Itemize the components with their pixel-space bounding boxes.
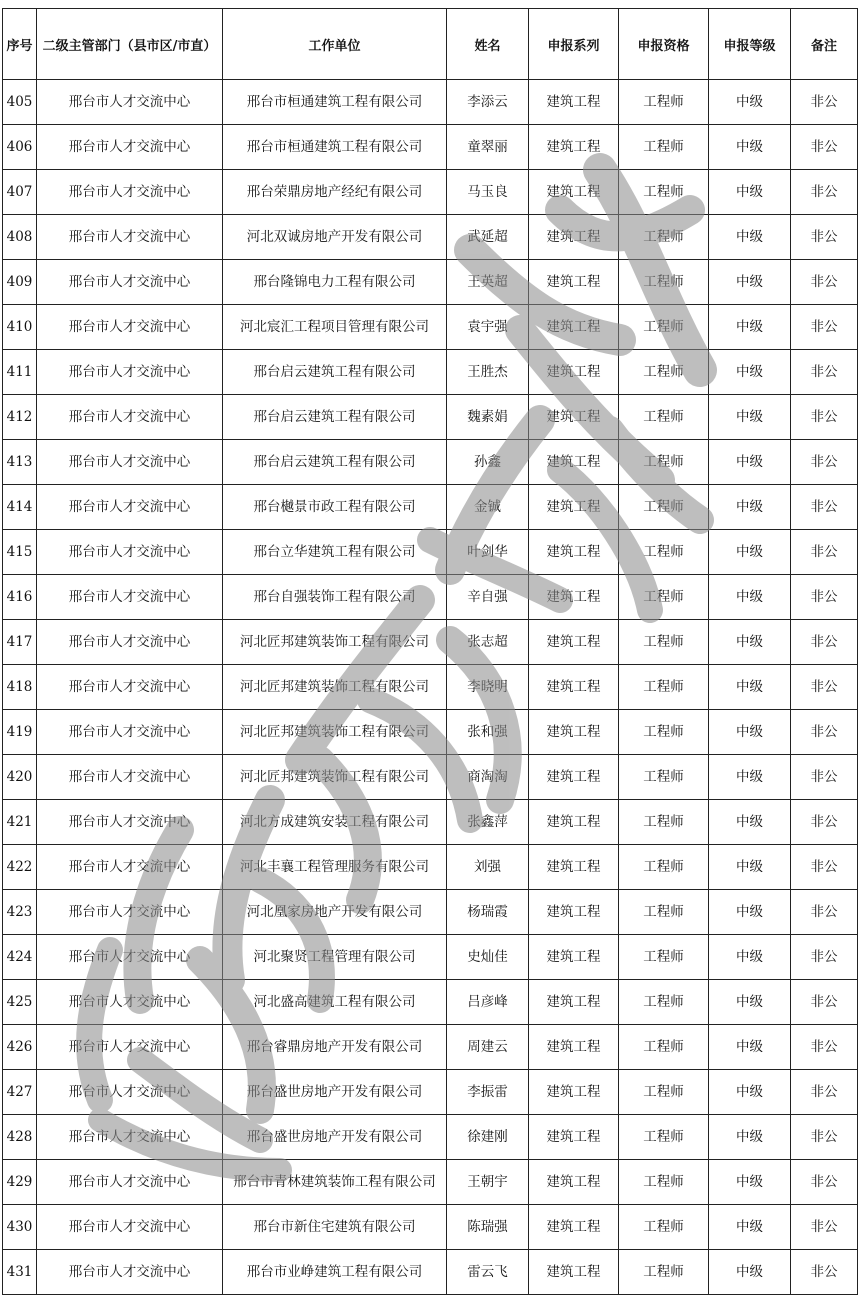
cell-employer: 河北盛高建筑工程有限公司 — [223, 980, 447, 1025]
cell-qualification: 工程师 — [619, 800, 709, 845]
cell-serial: 418 — [3, 665, 37, 710]
cell-series: 建筑工程 — [529, 1250, 619, 1295]
cell-qualification: 工程师 — [619, 935, 709, 980]
table-row — [3, 395, 858, 440]
cell-department: 邢台市人才交流中心 — [37, 215, 223, 260]
table-row — [3, 575, 858, 620]
cell-name: 杨瑞霞 — [447, 890, 529, 935]
cell-qualification: 工程师 — [619, 980, 709, 1025]
cell-department: 邢台市人才交流中心 — [37, 485, 223, 530]
cell-serial: 425 — [3, 980, 37, 1025]
cell-level: 中级 — [709, 755, 791, 800]
cell-remark: 非公 — [791, 1160, 858, 1205]
cell-qualification: 工程师 — [619, 575, 709, 620]
table-row — [3, 800, 858, 845]
cell-name: 张鑫萍 — [447, 800, 529, 845]
cell-remark: 非公 — [791, 530, 858, 575]
cell-name: 李添云 — [447, 80, 529, 125]
cell-series: 建筑工程 — [529, 620, 619, 665]
cell-level: 中级 — [709, 845, 791, 890]
cell-qualification: 工程师 — [619, 665, 709, 710]
cell-qualification: 工程师 — [619, 305, 709, 350]
cell-name: 陈瑞强 — [447, 1205, 529, 1250]
cell-employer: 邢台市青林建筑装饰工程有限公司 — [223, 1160, 447, 1205]
cell-serial: 430 — [3, 1205, 37, 1250]
cell-name: 辛自强 — [447, 575, 529, 620]
cell-employer: 邢台市业峥建筑工程有限公司 — [223, 1250, 447, 1295]
cell-level: 中级 — [709, 305, 791, 350]
cell-name: 王胜杰 — [447, 350, 529, 395]
cell-level: 中级 — [709, 260, 791, 305]
table-row — [3, 125, 858, 170]
table-row — [3, 755, 858, 800]
cell-series: 建筑工程 — [529, 755, 619, 800]
cell-serial: 409 — [3, 260, 37, 305]
cell-series: 建筑工程 — [529, 260, 619, 305]
cell-department: 邢台市人才交流中心 — [37, 125, 223, 170]
cell-series: 建筑工程 — [529, 935, 619, 980]
cell-remark: 非公 — [791, 485, 858, 530]
cell-level: 中级 — [709, 1115, 791, 1160]
cell-remark: 非公 — [791, 350, 858, 395]
cell-series: 建筑工程 — [529, 395, 619, 440]
cell-series: 建筑工程 — [529, 710, 619, 755]
cell-level: 中级 — [709, 1250, 791, 1295]
cell-level: 中级 — [709, 1205, 791, 1250]
cell-level: 中级 — [709, 1070, 791, 1115]
cell-level: 中级 — [709, 575, 791, 620]
cell-department: 邢台市人才交流中心 — [37, 665, 223, 710]
cell-department: 邢台市人才交流中心 — [37, 1025, 223, 1070]
column-header-department: 二级主管部门（县市区/市直） — [37, 9, 223, 80]
cell-serial: 429 — [3, 1160, 37, 1205]
cell-department: 邢台市人才交流中心 — [37, 440, 223, 485]
cell-series: 建筑工程 — [529, 530, 619, 575]
cell-remark: 非公 — [791, 1070, 858, 1115]
cell-name: 刘强 — [447, 845, 529, 890]
cell-serial: 416 — [3, 575, 37, 620]
cell-name: 史灿佳 — [447, 935, 529, 980]
cell-series: 建筑工程 — [529, 575, 619, 620]
cell-name: 金铖 — [447, 485, 529, 530]
cell-qualification: 工程师 — [619, 1205, 709, 1250]
cell-level: 中级 — [709, 935, 791, 980]
cell-level: 中级 — [709, 215, 791, 260]
cell-series: 建筑工程 — [529, 305, 619, 350]
cell-remark: 非公 — [791, 665, 858, 710]
cell-level: 中级 — [709, 395, 791, 440]
cell-employer: 邢台隆锦电力工程有限公司 — [223, 260, 447, 305]
cell-qualification: 工程师 — [619, 350, 709, 395]
cell-qualification: 工程师 — [619, 215, 709, 260]
cell-level: 中级 — [709, 1160, 791, 1205]
cell-serial: 417 — [3, 620, 37, 665]
cell-serial: 419 — [3, 710, 37, 755]
cell-qualification: 工程师 — [619, 395, 709, 440]
cell-qualification: 工程师 — [619, 485, 709, 530]
cell-serial: 406 — [3, 125, 37, 170]
cell-employer: 邢台启云建筑工程有限公司 — [223, 350, 447, 395]
cell-name: 马玉良 — [447, 170, 529, 215]
cell-remark: 非公 — [791, 800, 858, 845]
cell-qualification: 工程师 — [619, 125, 709, 170]
cell-serial: 408 — [3, 215, 37, 260]
cell-employer: 河北丰襄工程管理服务有限公司 — [223, 845, 447, 890]
cell-remark: 非公 — [791, 980, 858, 1025]
table-header-row — [3, 9, 858, 80]
cell-series: 建筑工程 — [529, 665, 619, 710]
table-row — [3, 260, 858, 305]
cell-level: 中级 — [709, 125, 791, 170]
cell-name: 张志超 — [447, 620, 529, 665]
column-header-series: 申报系列 — [529, 9, 619, 80]
table-row — [3, 1025, 858, 1070]
cell-name: 武延超 — [447, 215, 529, 260]
cell-remark: 非公 — [791, 710, 858, 755]
cell-level: 中级 — [709, 980, 791, 1025]
cell-serial: 421 — [3, 800, 37, 845]
table-row — [3, 1070, 858, 1115]
cell-employer: 邢台市桓通建筑工程有限公司 — [223, 125, 447, 170]
cell-department: 邢台市人才交流中心 — [37, 260, 223, 305]
cell-qualification: 工程师 — [619, 710, 709, 755]
cell-qualification: 工程师 — [619, 755, 709, 800]
cell-series: 建筑工程 — [529, 800, 619, 845]
table-row — [3, 890, 858, 935]
table-row — [3, 80, 858, 125]
cell-qualification: 工程师 — [619, 1070, 709, 1115]
cell-employer: 河北匠邦建筑装饰工程有限公司 — [223, 665, 447, 710]
cell-series: 建筑工程 — [529, 215, 619, 260]
cell-series: 建筑工程 — [529, 980, 619, 1025]
cell-department: 邢台市人才交流中心 — [37, 170, 223, 215]
cell-serial: 420 — [3, 755, 37, 800]
cell-remark: 非公 — [791, 260, 858, 305]
cell-name: 王英超 — [447, 260, 529, 305]
cell-employer: 河北双诚房地产开发有限公司 — [223, 215, 447, 260]
table-row — [3, 1205, 858, 1250]
cell-department: 邢台市人才交流中心 — [37, 755, 223, 800]
cell-qualification: 工程师 — [619, 1115, 709, 1160]
cell-series: 建筑工程 — [529, 170, 619, 215]
cell-series: 建筑工程 — [529, 845, 619, 890]
table-body — [3, 80, 858, 1295]
cell-remark: 非公 — [791, 935, 858, 980]
cell-department: 邢台市人才交流中心 — [37, 1160, 223, 1205]
cell-series: 建筑工程 — [529, 890, 619, 935]
cell-remark: 非公 — [791, 1250, 858, 1295]
cell-department: 邢台市人才交流中心 — [37, 800, 223, 845]
applicant-table — [2, 8, 858, 1295]
cell-employer: 邢台盛世房地产开发有限公司 — [223, 1070, 447, 1115]
column-header-employer: 工作单位 — [223, 9, 447, 80]
cell-series: 建筑工程 — [529, 440, 619, 485]
table-row — [3, 845, 858, 890]
cell-level: 中级 — [709, 1025, 791, 1070]
cell-level: 中级 — [709, 710, 791, 755]
cell-department: 邢台市人才交流中心 — [37, 350, 223, 395]
cell-serial: 431 — [3, 1250, 37, 1295]
cell-remark: 非公 — [791, 440, 858, 485]
cell-level: 中级 — [709, 80, 791, 125]
cell-series: 建筑工程 — [529, 1205, 619, 1250]
cell-department: 邢台市人才交流中心 — [37, 80, 223, 125]
cell-serial: 423 — [3, 890, 37, 935]
cell-level: 中级 — [709, 170, 791, 215]
cell-employer: 邢台立华建筑工程有限公司 — [223, 530, 447, 575]
cell-employer: 邢台启云建筑工程有限公司 — [223, 395, 447, 440]
cell-remark: 非公 — [791, 215, 858, 260]
cell-name: 叶剑华 — [447, 530, 529, 575]
cell-name: 孙鑫 — [447, 440, 529, 485]
table-row — [3, 935, 858, 980]
table-row — [3, 1160, 858, 1205]
cell-department: 邢台市人才交流中心 — [37, 1070, 223, 1115]
cell-qualification: 工程师 — [619, 1025, 709, 1070]
cell-serial: 414 — [3, 485, 37, 530]
cell-name: 袁宇强 — [447, 305, 529, 350]
cell-name: 商淘淘 — [447, 755, 529, 800]
cell-level: 中级 — [709, 440, 791, 485]
table-row — [3, 620, 858, 665]
cell-level: 中级 — [709, 665, 791, 710]
cell-qualification: 工程师 — [619, 530, 709, 575]
cell-remark: 非公 — [791, 845, 858, 890]
cell-department: 邢台市人才交流中心 — [37, 845, 223, 890]
cell-employer: 邢台荣鼎房地产经纪有限公司 — [223, 170, 447, 215]
cell-level: 中级 — [709, 620, 791, 665]
cell-series: 建筑工程 — [529, 1160, 619, 1205]
table-row — [3, 485, 858, 530]
table-row — [3, 980, 858, 1025]
cell-name: 雷云飞 — [447, 1250, 529, 1295]
cell-department: 邢台市人才交流中心 — [37, 1250, 223, 1295]
cell-qualification: 工程师 — [619, 890, 709, 935]
table-row — [3, 170, 858, 215]
cell-level: 中级 — [709, 530, 791, 575]
cell-serial: 412 — [3, 395, 37, 440]
cell-qualification: 工程师 — [619, 440, 709, 485]
cell-employer: 邢台市新住宅建筑有限公司 — [223, 1205, 447, 1250]
cell-department: 邢台市人才交流中心 — [37, 710, 223, 755]
cell-employer: 河北匠邦建筑装饰工程有限公司 — [223, 710, 447, 755]
cell-name: 周建云 — [447, 1025, 529, 1070]
cell-employer: 河北方成建筑安装工程有限公司 — [223, 800, 447, 845]
column-header-remark: 备注 — [791, 9, 858, 80]
cell-employer: 河北匠邦建筑装饰工程有限公司 — [223, 620, 447, 665]
cell-name: 童翠丽 — [447, 125, 529, 170]
cell-qualification: 工程师 — [619, 260, 709, 305]
cell-qualification: 工程师 — [619, 620, 709, 665]
column-header-qualification: 申报资格 — [619, 9, 709, 80]
cell-employer: 河北匠邦建筑装饰工程有限公司 — [223, 755, 447, 800]
cell-level: 中级 — [709, 350, 791, 395]
column-header-serial: 序号 — [3, 9, 37, 80]
cell-department: 邢台市人才交流中心 — [37, 395, 223, 440]
cell-qualification: 工程师 — [619, 1160, 709, 1205]
cell-remark: 非公 — [791, 125, 858, 170]
cell-series: 建筑工程 — [529, 1025, 619, 1070]
cell-series: 建筑工程 — [529, 125, 619, 170]
cell-employer: 邢台樾景市政工程有限公司 — [223, 485, 447, 530]
cell-employer: 邢台睿鼎房地产开发有限公司 — [223, 1025, 447, 1070]
table-row — [3, 305, 858, 350]
cell-remark: 非公 — [791, 305, 858, 350]
cell-name: 李晓明 — [447, 665, 529, 710]
table-row — [3, 710, 858, 755]
cell-name: 魏素娟 — [447, 395, 529, 440]
cell-qualification: 工程师 — [619, 1250, 709, 1295]
cell-remark: 非公 — [791, 170, 858, 215]
cell-series: 建筑工程 — [529, 1115, 619, 1160]
cell-department: 邢台市人才交流中心 — [37, 530, 223, 575]
column-header-level: 申报等级 — [709, 9, 791, 80]
cell-employer: 河北凰家房地产开发有限公司 — [223, 890, 447, 935]
cell-employer: 邢台自强装饰工程有限公司 — [223, 575, 447, 620]
cell-serial: 422 — [3, 845, 37, 890]
cell-department: 邢台市人才交流中心 — [37, 305, 223, 350]
table-row — [3, 350, 858, 395]
cell-serial: 407 — [3, 170, 37, 215]
cell-serial: 428 — [3, 1115, 37, 1160]
column-header-name: 姓名 — [447, 9, 529, 80]
cell-series: 建筑工程 — [529, 80, 619, 125]
cell-employer: 邢台盛世房地产开发有限公司 — [223, 1115, 447, 1160]
cell-name: 吕彦峰 — [447, 980, 529, 1025]
cell-serial: 413 — [3, 440, 37, 485]
cell-department: 邢台市人才交流中心 — [37, 890, 223, 935]
cell-remark: 非公 — [791, 1205, 858, 1250]
cell-series: 建筑工程 — [529, 485, 619, 530]
cell-serial: 427 — [3, 1070, 37, 1115]
cell-level: 中级 — [709, 890, 791, 935]
cell-remark: 非公 — [791, 1025, 858, 1070]
cell-employer: 河北聚贤工程管理有限公司 — [223, 935, 447, 980]
table-row — [3, 665, 858, 710]
cell-remark: 非公 — [791, 890, 858, 935]
cell-level: 中级 — [709, 485, 791, 530]
cell-employer: 邢台市桓通建筑工程有限公司 — [223, 80, 447, 125]
cell-series: 建筑工程 — [529, 1070, 619, 1115]
cell-serial: 410 — [3, 305, 37, 350]
cell-remark: 非公 — [791, 395, 858, 440]
cell-remark: 非公 — [791, 620, 858, 665]
cell-qualification: 工程师 — [619, 80, 709, 125]
cell-serial: 411 — [3, 350, 37, 395]
cell-department: 邢台市人才交流中心 — [37, 980, 223, 1025]
cell-remark: 非公 — [791, 1115, 858, 1160]
cell-serial: 415 — [3, 530, 37, 575]
cell-employer: 邢台启云建筑工程有限公司 — [223, 440, 447, 485]
cell-remark: 非公 — [791, 80, 858, 125]
cell-name: 张和强 — [447, 710, 529, 755]
cell-serial: 424 — [3, 935, 37, 980]
table-row — [3, 530, 858, 575]
cell-qualification: 工程师 — [619, 845, 709, 890]
cell-series: 建筑工程 — [529, 350, 619, 395]
cell-department: 邢台市人才交流中心 — [37, 1115, 223, 1160]
table-row — [3, 215, 858, 260]
cell-name: 徐建刚 — [447, 1115, 529, 1160]
table-row — [3, 1250, 858, 1295]
cell-level: 中级 — [709, 800, 791, 845]
cell-department: 邢台市人才交流中心 — [37, 1205, 223, 1250]
cell-remark: 非公 — [791, 575, 858, 620]
cell-qualification: 工程师 — [619, 170, 709, 215]
cell-name: 王朝宇 — [447, 1160, 529, 1205]
table-row — [3, 440, 858, 485]
cell-remark: 非公 — [791, 755, 858, 800]
cell-serial: 426 — [3, 1025, 37, 1070]
cell-department: 邢台市人才交流中心 — [37, 575, 223, 620]
cell-department: 邢台市人才交流中心 — [37, 935, 223, 980]
cell-department: 邢台市人才交流中心 — [37, 620, 223, 665]
cell-employer: 河北宸汇工程项目管理有限公司 — [223, 305, 447, 350]
cell-serial: 405 — [3, 80, 37, 125]
table-row — [3, 1115, 858, 1160]
cell-name: 李振雷 — [447, 1070, 529, 1115]
